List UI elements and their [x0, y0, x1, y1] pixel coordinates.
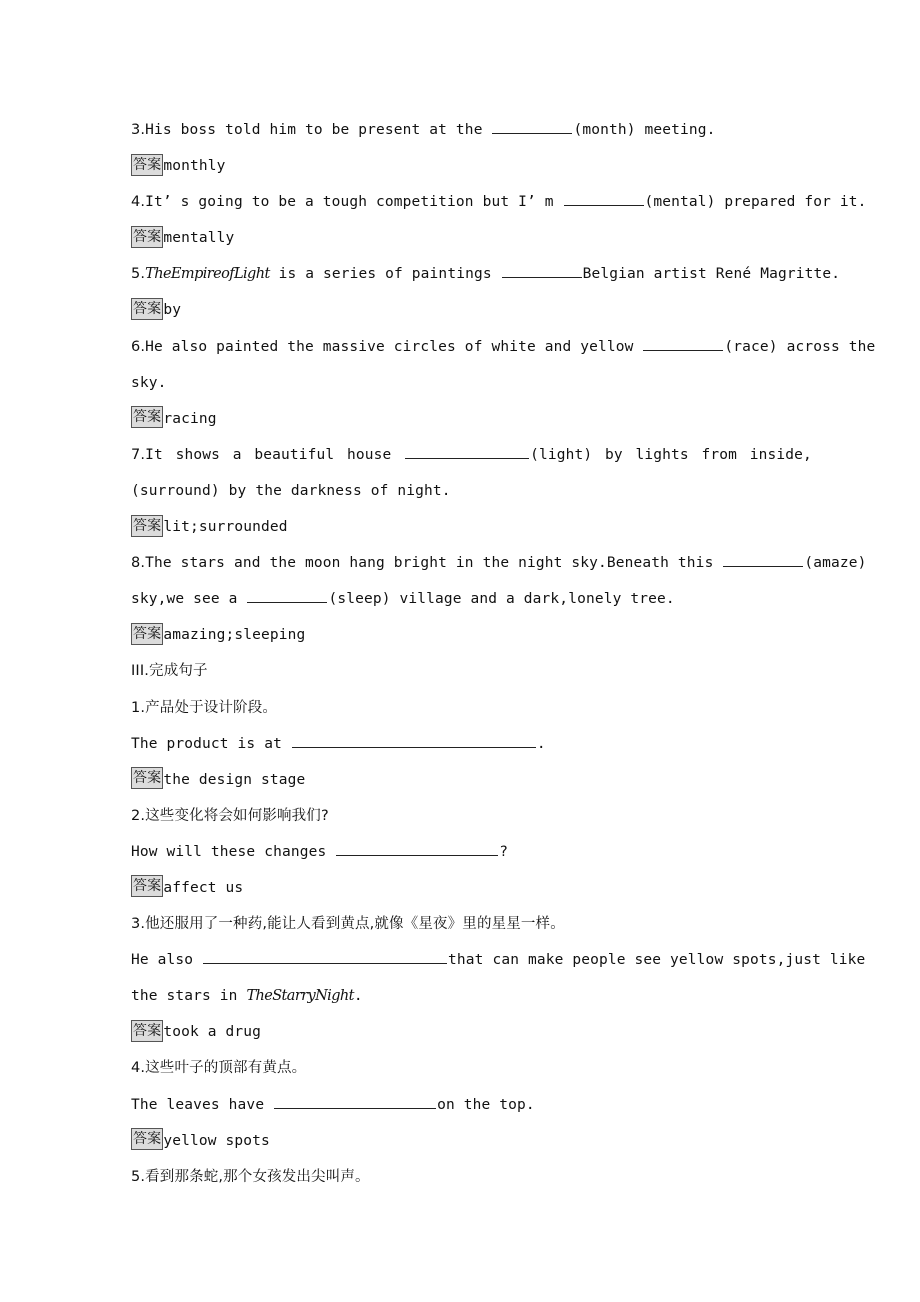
answer-badge: 答案	[131, 406, 163, 428]
answer-row	[131, 509, 812, 545]
answer-text: took a drug	[163, 1024, 261, 1041]
answer-row	[131, 617, 812, 653]
answer-badge: 答案	[131, 623, 163, 645]
artwork-title: TheEmpireofLight	[145, 266, 270, 283]
answer-row	[131, 1123, 812, 1159]
question-7: 7.It shows a beautiful house (light) by lights from inside,	[131, 437, 812, 473]
sentence-2-chinese: 2.这些变化将会如何影响我们?	[131, 807, 329, 824]
question-6: 6.He also painted the massive circles of white and yellow (race) across the	[131, 329, 812, 365]
answer-row	[131, 870, 812, 906]
answer-blank[interactable]	[502, 262, 582, 278]
sentence-3-english-continued: the stars in TheStarryNight.	[131, 988, 363, 1005]
sentence-5-chinese: 5.看到那条蛇,那个女孩发出尖叫声。	[131, 1168, 370, 1185]
answer-text: the design stage	[163, 771, 306, 788]
answer-text: amazing;sleeping	[163, 627, 306, 644]
answer-blank[interactable]	[405, 443, 529, 459]
sentence-3-english: He also that can make people see yellow spots,just like	[131, 942, 812, 978]
answer-badge: 答案	[131, 226, 163, 248]
question-5: 5.TheEmpireofLight is a series of paintings Belgian artist René Magritte.	[131, 256, 812, 292]
answer-blank[interactable]	[492, 118, 572, 134]
answer-badge: 答案	[131, 875, 163, 897]
question-7-continued: (surround) by the darkness of night.	[131, 482, 451, 499]
answer-text: racing	[163, 410, 217, 427]
sentence-4-chinese: 4.这些叶子的顶部有黄点。	[131, 1060, 307, 1077]
section-heading: III.完成句子	[131, 663, 208, 680]
answer-badge: 答案	[131, 515, 163, 537]
answer-blank[interactable]	[247, 587, 327, 603]
artwork-title: TheStarryNight	[246, 988, 354, 1005]
worksheet-page	[131, 112, 876, 1195]
answer-badge: 答案	[131, 154, 163, 176]
question-4: 4.It’ s going to be a tough competition but I’ m (mental) prepared for it.	[131, 184, 812, 220]
question-8: 8.The stars and the moon hang bright in the night sky.Beneath this (amaze)	[131, 545, 812, 581]
answer-badge: 答案	[131, 767, 163, 789]
answer-row	[131, 1014, 812, 1050]
answer-row	[131, 148, 812, 184]
answer-badge: 答案	[131, 1128, 163, 1150]
answer-text: lit;surrounded	[163, 519, 288, 536]
question-8-continued: sky,we see a (sleep) village and a dark,lonely tree.	[131, 581, 812, 617]
answer-blank[interactable]	[203, 948, 447, 964]
answer-badge: 答案	[131, 298, 163, 320]
answer-row	[131, 762, 812, 798]
answer-row	[131, 292, 812, 328]
answer-row	[131, 401, 812, 437]
answer-text: affect us	[163, 879, 244, 896]
sentence-1-chinese: 1.产品处于设计阶段。	[131, 699, 277, 716]
answer-blank[interactable]	[336, 840, 498, 856]
answer-blank[interactable]	[292, 732, 536, 748]
question-6-continued: sky.	[131, 374, 167, 391]
answer-blank[interactable]	[723, 551, 803, 567]
question-3: 3.His boss told him to be present at the (month) meeting.	[131, 112, 812, 148]
sentence-2-english: How will these changes ?	[131, 834, 812, 870]
sentence-4-english: The leaves have on the top.	[131, 1087, 812, 1123]
answer-text: by	[163, 302, 182, 319]
sentence-3-chinese: 3.他还服用了一种药,能让人看到黄点,就像《星夜》里的星星一样。	[131, 916, 565, 933]
answer-blank[interactable]	[564, 190, 644, 206]
answer-badge: 答案	[131, 1020, 163, 1042]
answer-text: mentally	[163, 230, 235, 247]
answer-blank[interactable]	[274, 1093, 436, 1109]
answer-text: monthly	[163, 158, 226, 175]
answer-blank[interactable]	[643, 335, 723, 351]
sentence-1-english: The product is at .	[131, 726, 812, 762]
answer-text: yellow spots	[163, 1132, 270, 1149]
answer-row	[131, 220, 812, 256]
question-number: 3.	[131, 122, 146, 138]
